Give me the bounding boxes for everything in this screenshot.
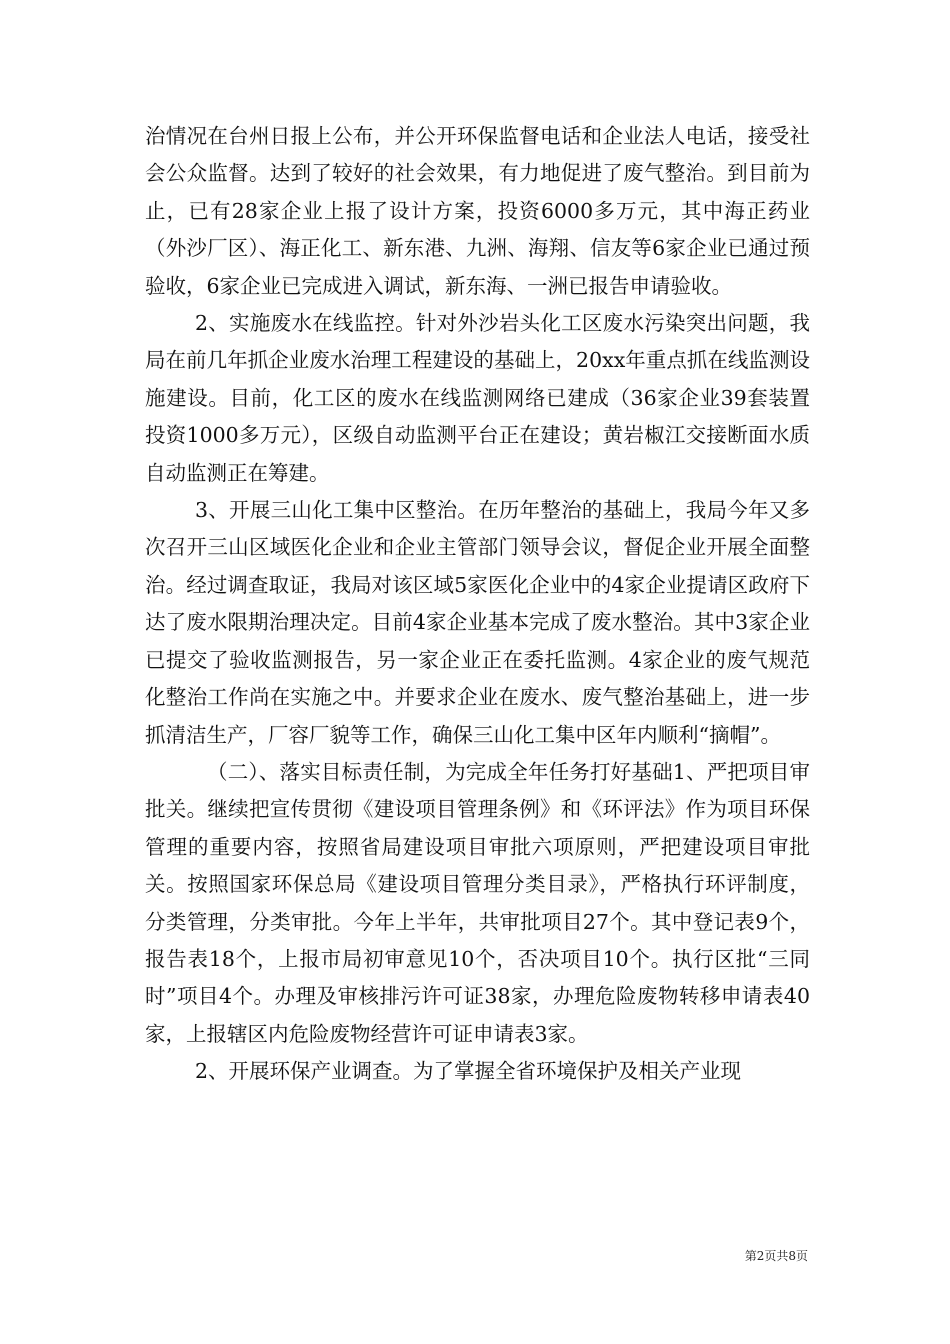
document-body <box>145 118 810 1091</box>
paragraph-wastewater-monitoring: 2、实施废水在线监控。针对外沙岩头化工区废水污染突出问题，我局在前几年抓企业废水治理工程建设的基础上，20xx年重点抓在线监测设施建设。目前，化工区的废水在线监测网络已建成（36家企业39套装置投资1000多万元），区级自动监测平台正在建设；黄岩椒江交接断面水质自动监测正在筹建。 <box>145 311 810 485</box>
paragraph-continuation: 治情况在台州日报上公布，并公开环保监督电话和企业法人电话，接受社会公众监督。达到了较好的社会效果，有力地促进了废气整治。到目前为止，已有28家企业上报了设计方案，投资6000多万元，其中海正药业（外沙厂区）、海正化工、新东港、九洲、海翔、信友等6家企业已通过预验收，6家企业已完成进入调试，新东海、一洲已报告申请验收。 <box>145 124 810 298</box>
page-number-footer: 第2页共8页 <box>744 1249 808 1263</box>
paragraph-industry-survey: 2、开展环保产业调查。为了掌握全省环境保护及相关产业现 <box>195 1059 742 1084</box>
paragraph-sanshan-rectification: 3、开展三山化工集中区整治。在历年整治的基础上，我局今年又多次召开三山区域医化企业和企业主管部门领导会议，督促企业开展全面整治。经过调查取证，我局对该区域5家医化企业中的4家企业提请区政府下达了废水限期治理决定。目前4家企业基本完成了废水整治。其中3家企业已提交了验收监测报告，另一家企业正在委托监测。4家企业的废气规范化整治工作尚在实施之中。并要求企业在废水、废气整治基础上，进一步抓清洁生产，厂容厂貌等工作，确保三山化工集中区年内顺利“摘帽”。 <box>145 498 810 747</box>
paragraph-responsibility-system: （二）、落实目标责任制，为完成全年任务打好基础1、严把项目审批关。继续把宣传贯彻《建设项目管理条例》和《环评法》作为项目环保管理的重要内容，按照省局建设项目审批六项原则，严把建设项目审批关。按照国家环保总局《建设项目管理分类目录》，严格执行环评制度，分类管理，分类审批。今年上半年，共审批项目27个。其中登记表9个，报告表18个，上报市局初审意见10个，否决项目10个。执行区批“三同时”项目4个。办理及审核排污许可证38家，办理危险废物转移申请表40家，上报辖区内危险废物经营许可证申请表3家。 <box>145 759 810 1046</box>
